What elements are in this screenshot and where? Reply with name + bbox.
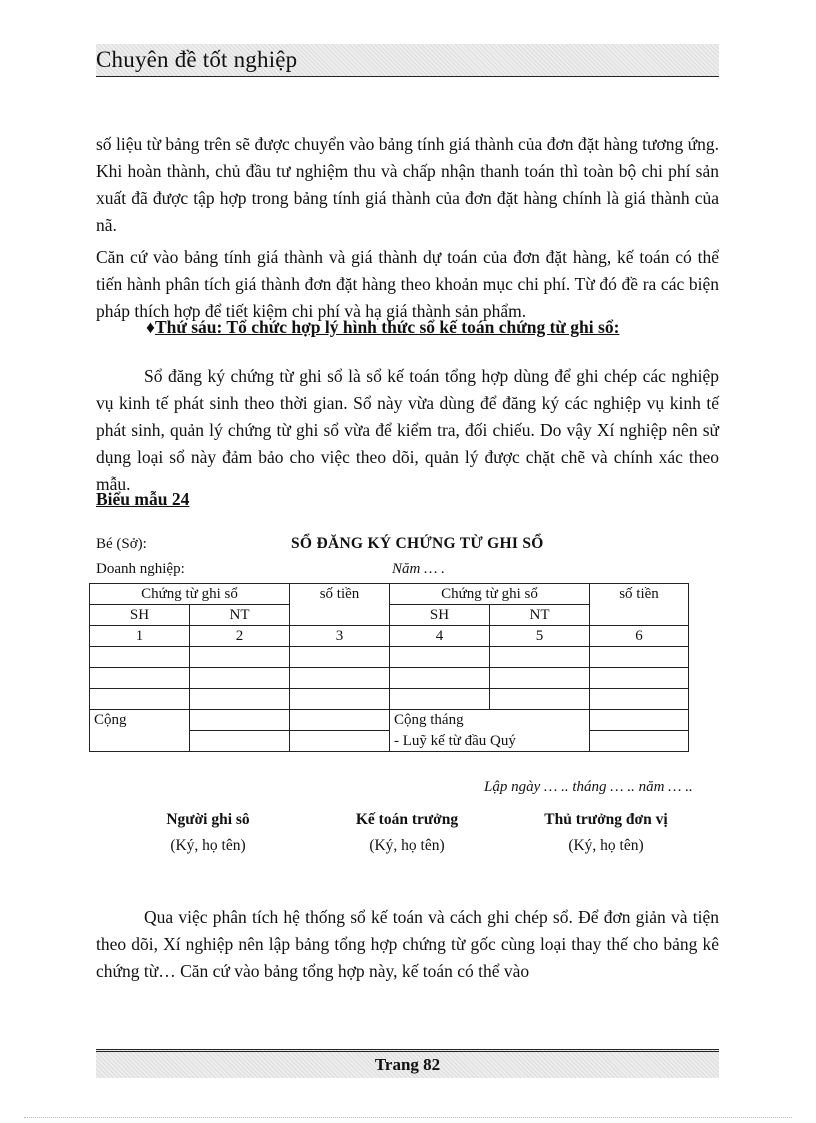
book-label: Bé (Sở): xyxy=(96,536,147,552)
table-cell xyxy=(590,710,689,731)
paragraph-2: Căn cứ vào bảng tính giá thành và giá thành dự toán của đơn đặt hàng, kế toán có thể tiến hành phân tích giá thành đơn đặt hàng theo khoản mục chi phí. Từ đó đề ra các biện pháp thích hợp để tiết kiệm chi phí và hạ giá thành sản phẩm. xyxy=(96,246,719,321)
table-cell xyxy=(590,668,689,689)
table-cell xyxy=(290,731,390,752)
signature-block-unit-head xyxy=(516,807,696,859)
company-label: Doanh nghiệp: xyxy=(96,561,185,577)
nt-header-1: NT xyxy=(190,605,290,626)
form-label: Biểu mẫu 24 xyxy=(96,489,190,509)
table-cell xyxy=(390,647,490,668)
ledger-table xyxy=(89,583,689,752)
amount-header-1: số tiền xyxy=(290,584,390,626)
signature-block-recorder xyxy=(118,807,298,859)
table-cell xyxy=(490,647,590,668)
table-cell xyxy=(190,647,290,668)
table-cell xyxy=(90,731,190,752)
nt-header-2: NT xyxy=(490,605,590,626)
paragraph-4: Qua việc phân tích hệ thống sổ kế toán và cách ghi chép sổ. Để đơn giản và tiện theo dõi, Xí nghiệp nên lập bảng tổng hợp chứng từ gốc cùng loại thay thế cho bảng kê chứng từ… Căn cứ vào bảng tổng hợp này, kế toán có thể vào xyxy=(96,906,719,981)
table-cell xyxy=(390,689,490,710)
col-number: 3 xyxy=(290,626,390,647)
year-label: Năm … . xyxy=(392,561,445,577)
table-cell xyxy=(90,668,190,689)
table-header-row xyxy=(90,584,689,605)
table-row xyxy=(90,647,689,668)
form-title: SỔ ĐĂNG KÝ CHỨNG TỪ GHI SỔ xyxy=(291,535,544,552)
total-row xyxy=(90,710,689,731)
date-line: Lập ngày … .. tháng … .. năm … .. xyxy=(484,779,693,795)
sh-header-1: SH xyxy=(90,605,190,626)
page-number: Trang 82 xyxy=(374,1055,441,1074)
section-heading-text: Thứ sáu: Tổ chức hợp lý hình thức sổ kế toán chứng từ ghi sổ: xyxy=(154,317,620,337)
table-cell xyxy=(290,647,390,668)
section-heading xyxy=(146,314,719,341)
table-row xyxy=(90,668,689,689)
table-cell xyxy=(590,647,689,668)
signature-title: Thủ trưởng đơn vị xyxy=(544,811,668,828)
page-footer xyxy=(96,1049,719,1078)
signature-title: Kế toán trưởng xyxy=(355,811,459,828)
table-cell xyxy=(390,668,490,689)
voucher-group-header-1: Chứng từ ghi sổ xyxy=(90,584,290,605)
table-cell xyxy=(90,647,190,668)
voucher-group-header-2: Chứng từ ghi sổ xyxy=(390,584,590,605)
col-number: 2 xyxy=(190,626,290,647)
paragraph-1: số liệu từ bảng trên sẽ được chuyển vào bảng tính giá thành của đơn đặt hàng tương ứng. Khi hoàn thành, chủ đầu tư nghiệm thu và chấp nhận thanh toán thì toàn bộ chi phí sản xuất đã được tập hợp trong bảng tính giá thành của đơn đặt hàng chính là giá thành của nã. xyxy=(96,133,719,235)
month-total-label: Cộng tháng xyxy=(390,710,590,731)
col-number: 5 xyxy=(490,626,590,647)
diamond-bullet-icon: ♦ xyxy=(146,317,155,337)
header-title: Chuyên đề tốt nghiệp xyxy=(96,47,298,72)
signature-block-chief-accountant xyxy=(317,807,497,859)
table-cell xyxy=(90,689,190,710)
col-number: 6 xyxy=(590,626,689,647)
signature-note: (Ký, họ tên) xyxy=(369,837,445,854)
page-header xyxy=(96,44,719,77)
table-cell xyxy=(490,668,590,689)
signature-note: (Ký, họ tên) xyxy=(568,837,644,854)
table-row xyxy=(90,689,689,710)
table-cell xyxy=(190,731,290,752)
col-number: 4 xyxy=(390,626,490,647)
table-cell xyxy=(190,710,290,731)
total-label: Cộng xyxy=(90,710,190,731)
col-number: 1 xyxy=(90,626,190,647)
signature-title: Người ghi sô xyxy=(166,811,250,828)
amount-header-2: số tiền xyxy=(590,584,689,626)
sh-header-2: SH xyxy=(390,605,490,626)
table-cell xyxy=(290,710,390,731)
table-cell xyxy=(490,689,590,710)
table-cell xyxy=(190,668,290,689)
table-cell xyxy=(190,689,290,710)
signature-note: (Ký, họ tên) xyxy=(170,837,246,854)
cumulative-row xyxy=(90,731,689,752)
table-cell xyxy=(590,731,689,752)
table-cell xyxy=(290,689,390,710)
table-cell xyxy=(590,689,689,710)
table-cell xyxy=(290,668,390,689)
paragraph-3: Sổ đăng ký chứng từ ghi sổ là sổ kế toán tổng hợp dùng để ghi chép các nghiệp vụ kinh tế phát sinh theo thời gian. Sổ này vừa dùng để đăng ký các nghiệp vụ kinh tế phát sinh, quản lý chứng từ ghi sổ vừa để kiểm tra, đối chiếu. Do vậy Xí nghiệp nên sử dụng loại sổ này đảm bảo cho việc theo dõi, quản lý được chặt chẽ và chính xác theo mẫu. xyxy=(96,365,719,494)
page-bottom-divider xyxy=(24,1117,792,1118)
column-number-row xyxy=(90,626,689,647)
quarter-cumulative-label: - Luỹ kế từ đầu Quý xyxy=(390,731,590,752)
